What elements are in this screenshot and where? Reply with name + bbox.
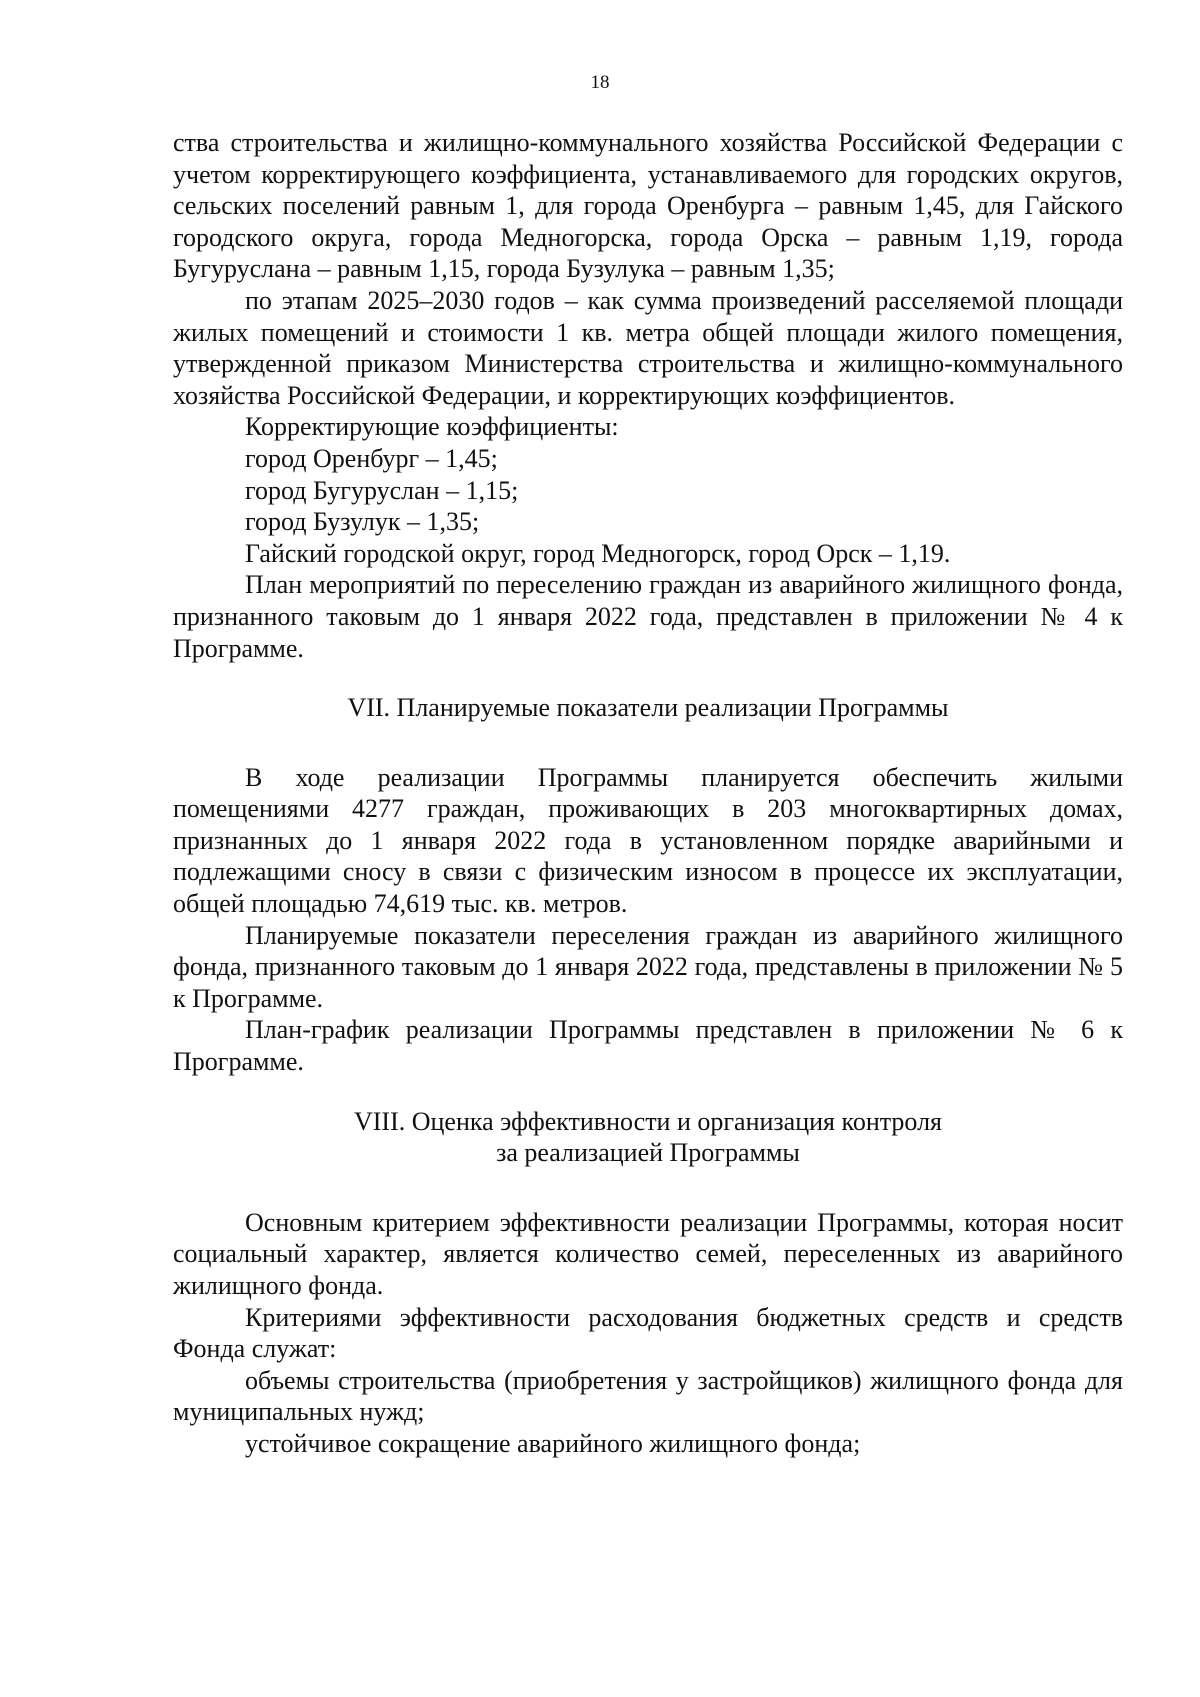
section-heading-viii-line2: за реализацией Программы [496, 1138, 800, 1168]
paragraph-resettlement-plan: План мероприятий по переселению граждан из аварийного жилищного фонда, признанного таковым до 1 января 2022 года, представлен в приложении № 4 к Программе. [173, 570, 1123, 663]
paragraph-continuation: ства строительства и жилищно-коммунального хозяйства Российской Федерации с учетом корректирующего коэффициента, устанавливаемого для городских округов, сельских поселений равным 1, для города Оренбурга – равным 1,45, для Гайского городского округа, города Медногорска, города Орска – равным 1,19, города Бугуруслана – равным 1,15, города Бузулука – равным 1,35; [173, 128, 1123, 284]
coefficient-orenburg: город Оренбург – 1,45; [245, 443, 498, 473]
page-number: 18 [590, 72, 610, 93]
coefficient-gai-mednogorsk-orsk: Гайский городской округ, город Медногорск, город Орск – 1,19. [245, 538, 951, 568]
section-heading-viii [173, 1106, 1123, 1169]
document-body [173, 127, 1123, 1460]
coefficient-buzuluk: город Бузулук – 1,35; [245, 507, 480, 537]
paragraph-planned-housing: В ходе реализации Программы планируется обеспечить жилыми помещениями 4277 граждан, проживающих в 203 многоквартирных домах, признанных до 1 января 2022 года в установленном порядке аварийными и подлежащими сносу в связи с физическим износом в процессе их эксплуатации, общей площадью 74,619 тыс. кв. метров. [173, 762, 1123, 919]
section-heading-viii-line1: VIII. Оценка эффективности и организация контроля [353, 1106, 943, 1136]
section-heading-vii: VII. Планируемые показатели реализации Программы [347, 693, 949, 723]
paragraph-stages-2025-2030: по этапам 2025–2030 годов – как сумма произведений расселяемой площади жилых помещений и стоимости 1 кв. метра общей площади жилого помещения, утвержденной приказом Министерства строительства и жилищно-коммунального хозяйства Российской Федерации, и корректирующих коэффициентов. [173, 285, 1123, 410]
paragraph-coefficients-title: Корректирующие коэффициенты: [245, 412, 619, 442]
paragraph-planned-indicators: Планируемые показатели переселения граждан из аварийного жилищного фонда, признанного таковым до 1 января 2022 года, представлены в приложении № 5 к Программе. [173, 920, 1123, 1013]
paragraph-main-criterion: Основным критерием эффективности реализации Программы, которая носит социальный характер, является количество семей, переселенных из аварийного жилищного фонда. [173, 1207, 1123, 1300]
paragraph-budget-criteria: Критериями эффективности расходования бюджетных средств и средств Фонда служат: [173, 1302, 1123, 1364]
paragraph-construction-volumes: объемы строительства (приобретения у застройщиков) жилищного фонда для муниципальных нужд; [173, 1365, 1123, 1427]
paragraph-reduction: устойчивое сокращение аварийного жилищного фонда; [245, 1428, 861, 1458]
paragraph-schedule: План-график реализации Программы представлен в приложении № 6 к Программе. [173, 1015, 1123, 1077]
coefficient-buguruslan: город Бугуруслан – 1,15; [245, 475, 519, 505]
